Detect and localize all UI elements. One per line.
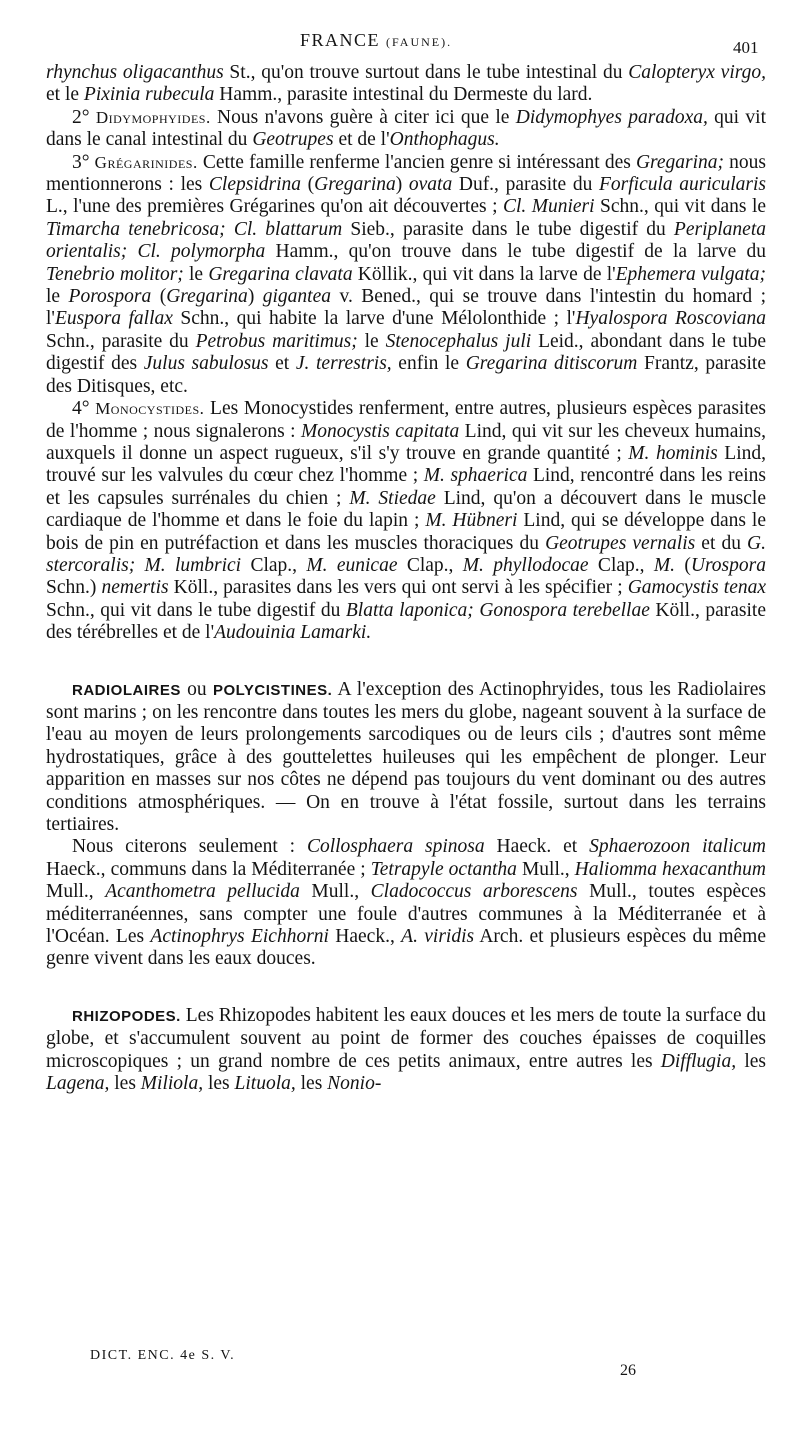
text: Hamm., qu'on trouve dans le tube digestif de la larve du <box>265 241 767 263</box>
text: Clap., <box>588 554 654 576</box>
taxon: M. eunicae <box>306 554 398 576</box>
text: le <box>183 263 209 285</box>
header-subtitle: (FAUNE). <box>386 35 453 49</box>
taxon: J. terrestris, <box>295 353 392 375</box>
text: A l'exception des Actinophryides, tous les Radiolaires sont marins ; on les rencontre dans toutes les mers du globe, nageant souvent à la surface de l'eau au moyen de leurs prolongements sarcodiques ou de leurs cils ; d'autres sont même hydrostatiques, grâce à des gouttelettes huileuses qui les empêchent de plonger. Leur apparition en masses sur nos côtes ne dépend pas toujours du vent dominant ou des autres conditions atmosphériques. — On en trouve à l'état fossile, surtout dans les terrains tertiaires. <box>46 678 766 835</box>
taxon: Clepsidrina <box>208 174 301 196</box>
signature-mark: 26 <box>620 1362 636 1379</box>
text: les <box>203 1073 235 1095</box>
paragraph-monocystides <box>46 398 766 644</box>
text: le <box>46 286 69 308</box>
taxon: gigantea <box>262 286 332 308</box>
text: Köllik., qui vit dans la larve de l' <box>352 263 616 285</box>
text: Lind, qui se développe dans le bois de pin en putréfaction et dans les muscles thoraciques du <box>46 510 766 554</box>
text: Sieb., parasite dans le tube digestif du <box>342 218 674 240</box>
text: L., l'une des premières Grégarines qu'on ait découvertes ; <box>46 196 503 218</box>
text: v. Bened., qui se trouve dans l'intestin du homard ; l' <box>46 286 766 330</box>
taxon: Gregarina clavata <box>208 263 353 285</box>
running-title <box>300 30 452 51</box>
text: Lind, trouvé sur les valvules du cœur chez l'homme ; <box>46 442 766 487</box>
text: ) <box>395 174 409 196</box>
text: Lind, rencontré dans les reins et les capsules surrénales du chien ; <box>46 465 766 509</box>
entry-heading: POLYCISTINES. <box>212 681 333 699</box>
text: les <box>736 1050 766 1072</box>
taxon: ovata <box>408 174 453 196</box>
text: ou <box>180 678 213 700</box>
taxon: Gregarina <box>314 174 396 196</box>
taxon: Blatta laponica; Gonospora terebellae <box>345 599 650 621</box>
text: Clap., <box>241 554 307 576</box>
text: Schn., parasite du <box>46 330 196 352</box>
section-heading: Grégarinides. <box>94 152 198 172</box>
taxon: M. hominis <box>628 442 718 464</box>
taxon: Periplaneta orientalis; Cl. polymorpha <box>46 218 766 263</box>
text: et de l' <box>333 129 390 151</box>
taxon: Onthophagus. <box>389 129 500 151</box>
taxon: Euspora fallax <box>54 308 173 330</box>
paragraph-continuation <box>46 62 766 107</box>
section-number: 3° <box>72 151 95 173</box>
text: Mull., <box>299 881 371 903</box>
text: Schn., qui habite la larve d'une Mélolonthide ; l' <box>172 308 576 330</box>
taxon: Tenebrio molitor; <box>46 263 184 285</box>
text: Schn., qui vit dans le <box>594 196 767 218</box>
text: enfin le <box>391 353 466 375</box>
taxon: Petrobus maritimus; <box>195 330 358 352</box>
page-footer <box>0 1348 800 1388</box>
taxon: Pixinia rubecula <box>83 84 215 106</box>
taxon: Stenocephalus juli <box>385 330 532 352</box>
taxon: Gamocystis tenax <box>627 577 767 599</box>
taxon: Lituola, <box>234 1073 296 1095</box>
paragraph-didymophyides <box>46 107 766 152</box>
text: qui vit dans le canal intestinal du <box>46 106 766 151</box>
entry-heading: RHIZOPODES. <box>72 1007 181 1025</box>
taxon: Collosphaera spinosa <box>306 836 485 858</box>
text: Köll., parasite des térébrelles et de l' <box>46 599 766 644</box>
text: Les Rhizopodes habitent les eaux douces et les mers de toute la surface du globe, et s'accumulent souvent au point de former des couches épaisses de coquilles microscopiques ; un grand nombre de ces petits animaux, entre autres les <box>46 1004 766 1072</box>
text: Hamm., parasite intestinal du Dermeste du lard. <box>214 84 593 106</box>
text: ( <box>151 286 167 308</box>
text: Clap., <box>397 554 463 576</box>
taxon: M. Hübneri <box>425 510 518 532</box>
text: les <box>295 1073 328 1095</box>
taxon: Nonio- <box>327 1073 382 1095</box>
text: Köll., parasites dans les vers qui ont servi à les spécifier ; <box>168 577 628 599</box>
text: Arch. et plusieurs espèces du même genre vivent dans les eaux douces. <box>46 926 766 970</box>
taxon: M. <box>653 554 675 576</box>
taxon: Lagena, <box>46 1073 110 1095</box>
taxon: Calopteryx virgo, <box>628 62 766 83</box>
taxon: Tetrapyle octantha <box>370 858 517 880</box>
running-header <box>0 30 800 56</box>
taxon: Difflugia, <box>660 1050 737 1072</box>
text: Schn., qui vit dans le tube digestif du <box>46 599 346 621</box>
section-number: 4° <box>72 398 96 420</box>
taxon: Hyalospora Roscoviana <box>575 308 766 330</box>
section-heading: Monocystides. <box>95 399 205 419</box>
text: Lind, qui vit sur les cheveux humains, auxquels il donne un aspect rugueux, s'il s'y trouve en grande quantité ; <box>46 420 766 464</box>
paragraph-radiolaires <box>46 679 766 837</box>
text: ( <box>301 174 315 196</box>
taxon: M. phyllodocae <box>462 554 589 576</box>
text: Mull., <box>516 858 575 880</box>
text: Mull., <box>46 881 106 903</box>
taxon: Sphaerozoon italicum <box>589 836 766 858</box>
taxon: nemertis <box>101 577 169 599</box>
taxon: Julus sabulosus <box>143 353 269 375</box>
text: et du <box>695 532 748 554</box>
taxon: Haliomma hexacanthum <box>574 858 766 880</box>
text: Leid., abondant dans le tube digestif des <box>46 330 766 375</box>
text: et le <box>46 84 84 106</box>
text: Nous n'avons guère à citer ici que le <box>210 106 516 128</box>
text: Lind, qu'on a découvert dans le muscle cardiaque de l'homme et dans le foie du lapin ; <box>46 487 766 532</box>
text: Mull., toutes espèces méditerranéennes, sans compter une foule d'autres communes à la Méditerranée et à l'Océan. Les <box>46 881 766 948</box>
paragraph-gregarinides <box>46 152 766 398</box>
taxon: Porospora <box>68 286 152 308</box>
text: Cette famille renferme l'ancien genre si intéressant des <box>197 151 636 173</box>
taxon: M. Stiedae <box>349 487 436 509</box>
text: Haeck., communs dans la Méditerranée ; <box>46 858 371 880</box>
taxon: Didymophyes paradoxa, <box>515 106 708 128</box>
text: Haeck. et <box>484 836 590 858</box>
text: Haeck., <box>328 926 402 948</box>
taxon: Urospora <box>690 554 766 576</box>
text: nous mentionnerons : les <box>46 151 766 196</box>
taxon: Miliola, <box>140 1073 204 1095</box>
taxon: Forficula auricularis <box>599 174 766 196</box>
text: Les Monocystides renferment, entre autres, plusieurs espèces parasites de l'homme ; nous signalerons : <box>46 398 766 442</box>
text: Nous citerons seulement : <box>72 836 307 858</box>
section-number: 2° <box>72 106 96 128</box>
text: le <box>357 330 386 352</box>
taxon: M. sphaerica <box>423 465 528 487</box>
page-number: 401 <box>733 38 759 57</box>
text: ) <box>247 286 263 308</box>
text: et <box>268 353 296 375</box>
taxon: Gregarina; <box>635 151 725 173</box>
taxon: Gregarina <box>166 286 248 308</box>
taxon: Audouinia Lamarki. <box>214 622 372 644</box>
text: les <box>109 1073 141 1095</box>
paragraph-rhizopodes <box>46 1005 766 1096</box>
taxon: Actinophrys Eichhorni <box>150 926 329 948</box>
taxon: Geotrupes <box>252 129 334 151</box>
text: St., qu'on trouve surtout dans le tube intestinal du <box>223 62 629 83</box>
body-text <box>46 62 766 1095</box>
text: Frantz, parasite des Ditisques, etc. <box>46 353 766 397</box>
entry-heading: RADIOLAIRES <box>72 681 181 699</box>
taxon: rhynchus oligacanthus <box>46 62 224 83</box>
taxon: Acanthometra pellucida <box>105 881 300 903</box>
taxon: Gregarina ditiscorum <box>465 353 638 375</box>
taxon: Ephemera vulgata; <box>615 263 766 285</box>
text: ( <box>675 554 691 576</box>
taxon: Geotrupes vernalis <box>545 532 696 554</box>
taxon: G. stercoralis; M. lumbrici <box>46 532 767 576</box>
taxon: Timarcha tenebricosa; Cl. blattarum <box>46 218 343 240</box>
text: Schn.) <box>46 577 102 599</box>
taxon: Cladococcus arborescens <box>370 881 578 903</box>
text: Duf., parasite du <box>452 174 599 196</box>
header-title: FRANCE <box>300 30 381 50</box>
taxon: A. viridis <box>401 926 475 948</box>
paragraph-radiolaires-species <box>46 836 766 970</box>
section-heading: Didymophyides. <box>95 107 211 127</box>
dictionary-reference: DICT. ENC. 4e S. V. <box>90 1348 236 1363</box>
taxon: Monocystis capitata <box>301 420 460 442</box>
taxon: Cl. Munieri <box>502 196 595 218</box>
